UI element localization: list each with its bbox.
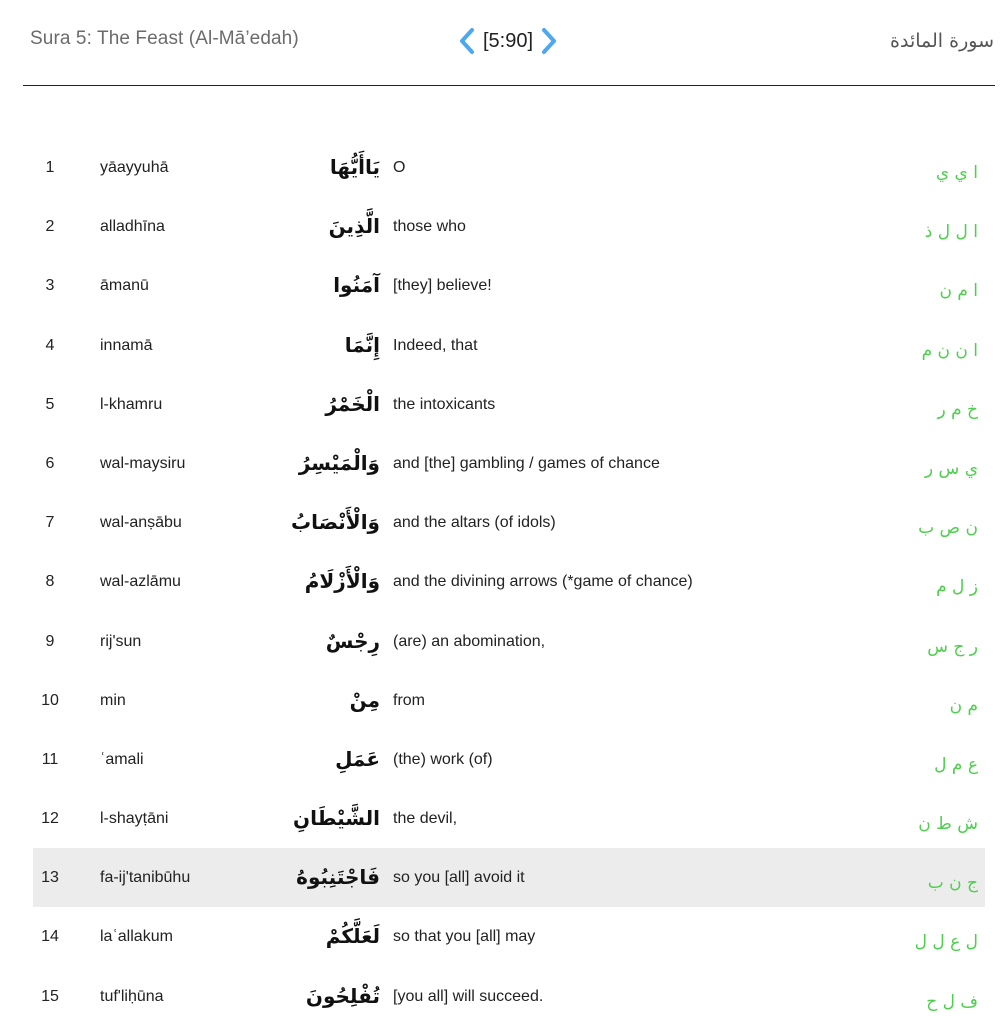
word-arabic: الشَّيْطَانِ xyxy=(293,806,380,831)
word-translation: (the) work (of) xyxy=(393,750,493,768)
word-row[interactable] xyxy=(0,671,1002,730)
word-transliteration: tuf'liḥūna xyxy=(100,987,164,1005)
word-root: ا ل ل ذ xyxy=(924,222,978,243)
word-row[interactable] xyxy=(0,434,1002,493)
word-root: ن ص ب xyxy=(918,518,978,539)
word-translation: (are) an abomination, xyxy=(393,632,546,650)
word-row[interactable] xyxy=(0,612,1002,671)
word-translation: the intoxicants xyxy=(393,395,496,413)
word-translation: Indeed, that xyxy=(393,336,478,354)
word-translation: and the altars (of idols) xyxy=(393,514,556,532)
word-transliteration: laʿallakum xyxy=(100,928,173,946)
word-translation: so that you [all] may xyxy=(393,928,536,946)
word-number: 10 xyxy=(41,691,59,709)
verse-navigator xyxy=(454,26,562,56)
word-number: 6 xyxy=(45,454,55,472)
word-arabic: عَمَلِ xyxy=(335,746,380,771)
word-root: ر ج س xyxy=(927,636,978,657)
word-number: 13 xyxy=(41,869,59,887)
word-translation: [they] believe! xyxy=(393,277,492,295)
word-row[interactable] xyxy=(0,197,1002,256)
word-root: ف ل ح xyxy=(926,991,978,1012)
word-transliteration: alladhīna xyxy=(100,218,165,236)
word-row[interactable] xyxy=(0,375,1002,434)
word-translation: O xyxy=(393,159,406,176)
word-arabic: وَالْأَزْلَامُ xyxy=(304,569,380,594)
word-arabic: وَالْأَنْصَابُ xyxy=(290,510,380,535)
word-row[interactable] xyxy=(0,730,1002,789)
header-divider xyxy=(23,85,995,86)
word-arabic: تُفْلِحُونَ xyxy=(305,983,380,1008)
word-root: ل ع ل ل xyxy=(914,932,978,953)
word-by-word-table xyxy=(0,138,1002,1026)
word-row[interactable] xyxy=(0,138,1002,197)
word-transliteration: fa-ij'tanibūhu xyxy=(100,869,191,887)
word-transliteration: rij'sun xyxy=(100,632,142,650)
word-translation: from xyxy=(393,691,425,709)
word-number: 11 xyxy=(41,750,59,768)
word-transliteration: innamā xyxy=(100,336,153,354)
word-arabic: لَعَلَّكُمْ xyxy=(325,924,380,949)
word-row[interactable] xyxy=(0,552,1002,611)
previous-verse-button[interactable] xyxy=(454,26,480,56)
word-arabic: الَّذِينَ xyxy=(328,214,380,239)
word-row[interactable] xyxy=(0,907,1002,966)
word-arabic: فَاجْتَنِبُوهُ xyxy=(296,865,380,890)
word-arabic: الْخَمْرُ xyxy=(325,391,380,416)
word-arabic: رِجْسٌ xyxy=(325,628,380,653)
word-number: 15 xyxy=(41,987,59,1005)
word-arabic: إِنَّمَا xyxy=(344,332,380,357)
word-number: 7 xyxy=(45,514,55,532)
word-row[interactable] xyxy=(0,967,1002,1026)
word-root: خ م ر xyxy=(937,399,978,420)
word-translation: so you [all] avoid it xyxy=(393,869,525,887)
word-root: ع م ل xyxy=(934,754,978,775)
word-transliteration: wal-anṣābu xyxy=(100,514,182,532)
word-root: ش ط ن xyxy=(918,814,978,835)
word-number: 4 xyxy=(45,336,55,354)
word-number: 8 xyxy=(45,573,55,591)
word-row[interactable] xyxy=(0,493,1002,552)
word-transliteration: l-shayṭāni xyxy=(100,810,169,828)
word-number: 3 xyxy=(45,277,55,295)
word-row[interactable] xyxy=(0,256,1002,315)
word-number: 12 xyxy=(41,810,59,828)
word-number: 5 xyxy=(45,395,55,413)
word-row[interactable] xyxy=(0,316,1002,375)
word-root: ز ل م xyxy=(936,577,978,598)
word-number: 2 xyxy=(45,218,55,236)
word-translation: [you all] will succeed. xyxy=(393,987,544,1005)
word-transliteration: āmanū xyxy=(100,277,149,295)
word-row[interactable] xyxy=(0,789,1002,848)
word-arabic: وَالْمَيْسِرُ xyxy=(298,450,380,475)
word-transliteration: yāayyuhā xyxy=(100,159,169,176)
word-root: ا ن ن م xyxy=(921,340,978,361)
sura-title: Sura 5: The Feast (Al-Mā’edah) xyxy=(30,28,299,49)
word-translation: the devil, xyxy=(393,810,458,828)
word-row[interactable] xyxy=(0,848,1002,907)
word-root: ج ن ب xyxy=(927,873,978,894)
word-transliteration: min xyxy=(100,691,126,709)
word-translation: those who xyxy=(393,218,466,236)
word-root: ي س ر xyxy=(924,458,978,479)
word-arabic: آمَنُوا xyxy=(333,273,380,298)
word-number: 14 xyxy=(41,928,59,946)
chevron-right-icon xyxy=(541,28,557,54)
next-verse-button[interactable] xyxy=(536,26,562,56)
chevron-left-icon xyxy=(459,28,475,54)
verse-reference: [5:90] xyxy=(483,29,534,52)
word-root: ا ي ي xyxy=(935,163,978,183)
word-transliteration: wal-azlāmu xyxy=(100,573,181,591)
word-translation: and [the] gambling / games of chance xyxy=(393,454,660,472)
word-number: 1 xyxy=(45,159,55,176)
word-transliteration: ʿamali xyxy=(100,750,144,768)
word-root: ا م ن xyxy=(939,281,978,302)
word-root: م ن xyxy=(949,695,978,716)
header-bar xyxy=(0,0,1002,86)
sura-arabic-title: سورة المائدة xyxy=(890,30,994,52)
word-transliteration: wal-maysiru xyxy=(100,454,186,472)
word-transliteration: l-khamru xyxy=(100,395,163,413)
word-translation: and the divining arrows (*game of chance) xyxy=(393,573,693,591)
word-arabic: يَاأَيُّهَا xyxy=(329,155,380,179)
word-number: 9 xyxy=(45,632,55,650)
word-arabic: مِنْ xyxy=(349,687,380,712)
